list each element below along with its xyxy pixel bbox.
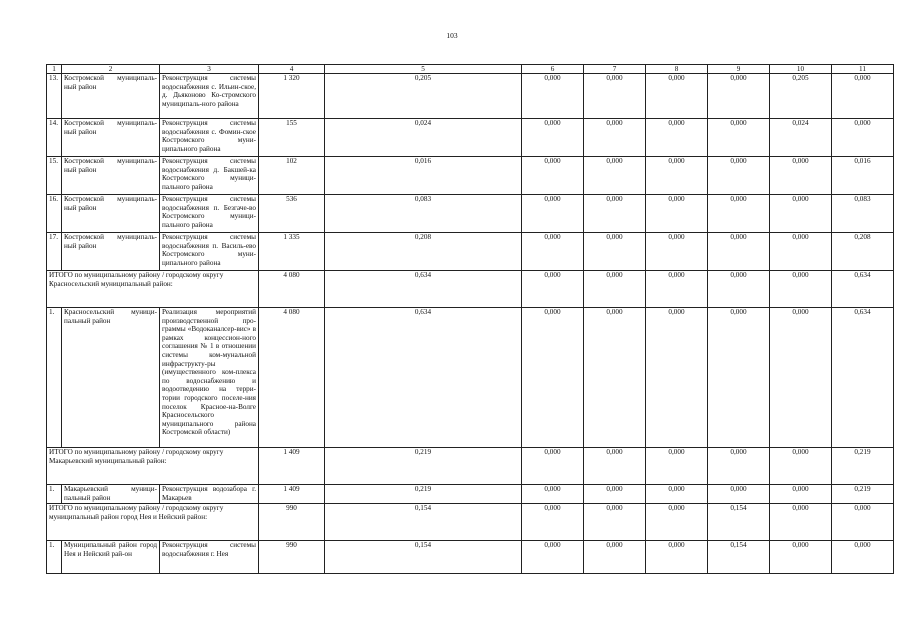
work-description: Реконструкция системы водоснабжения с. Фомин-ское Костромского муни-ципального района: [160, 119, 259, 157]
page-number: 103: [446, 31, 458, 40]
value-cell: 0,000: [646, 119, 708, 157]
value-cell: 0,000: [584, 157, 646, 195]
value-cell: 0,000: [646, 195, 708, 233]
value-cell: 0,000: [646, 448, 708, 485]
total-row: [47, 271, 894, 308]
row-number: 1.: [47, 308, 62, 448]
table-row: [47, 485, 894, 504]
value-cell: 0,000: [708, 485, 770, 504]
value-cell: 0,205: [770, 74, 832, 119]
header-cell: 2: [62, 65, 160, 74]
district-cell: Красносельский муници-пальный район: [62, 308, 160, 448]
value-cell: 1 409: [259, 448, 325, 485]
district-cell: Костромской муниципаль-ный район: [62, 119, 160, 157]
district-cell: Костромской муниципаль-ный район: [62, 157, 160, 195]
total-label: ИТОГО по муниципальному району / городскому округу муниципальный район город Нея и Нейский район:: [47, 504, 259, 541]
header-cell: 4: [259, 65, 325, 74]
header-cell: 1: [47, 65, 62, 74]
work-description: Реализация мероприятий производственной про-граммы «Водоканалсер-вис» в рамках концессион-ного соглашения № 1 в отношении системы ком-мунальной инфраструкту-ры (имущественного ком-плекса по водоснабжению и водоотведению на терри-тории городского поселе-ния поселок Красное-на-Волге Красносельского муниципального района Костромской области): [160, 308, 259, 448]
value-cell: 0,000: [832, 74, 894, 119]
value-cell: 0,000: [770, 485, 832, 504]
value-cell: 0,000: [584, 504, 646, 541]
value-cell: 0,000: [522, 271, 584, 308]
work-description: Реконструкция системы водоснабжения г. Нея: [160, 541, 259, 574]
header-cell: 6: [522, 65, 584, 74]
value-cell: 0,000: [708, 448, 770, 485]
value-cell: 0,000: [770, 504, 832, 541]
value-cell: 0,154: [708, 504, 770, 541]
district-cell: Костромской муниципаль-ный район: [62, 233, 160, 271]
value-cell: 0,000: [708, 157, 770, 195]
value-cell: 0,154: [708, 541, 770, 574]
work-description: Реконструкция системы водоснабжения п. Василь-ево Костромского муни-ципального района: [160, 233, 259, 271]
value-cell: 0,634: [325, 308, 522, 448]
value-cell: 0,000: [646, 74, 708, 119]
value-cell: 0,000: [522, 233, 584, 271]
value-cell: 1 335: [259, 233, 325, 271]
district-cell: Макарьевский муници-пальный район: [62, 485, 160, 504]
district-cell: Муниципальный район город Нея и Нейский рай-он: [62, 541, 160, 574]
row-number: 13.: [47, 74, 62, 119]
total-row: [47, 504, 894, 541]
value-cell: 0,000: [522, 157, 584, 195]
table-body: [47, 74, 894, 574]
header-cell: 5: [325, 65, 522, 74]
value-cell: 0,000: [522, 308, 584, 448]
value-cell: 0,219: [832, 448, 894, 485]
value-cell: 0,000: [646, 485, 708, 504]
district-cell: Костромской муниципаль-ный район: [62, 195, 160, 233]
value-cell: 0,000: [584, 195, 646, 233]
value-cell: 0,000: [584, 448, 646, 485]
value-cell: 0,000: [522, 195, 584, 233]
table-row: [47, 308, 894, 448]
value-cell: 4 080: [259, 271, 325, 308]
table-row: [47, 195, 894, 233]
value-cell: 0,000: [646, 308, 708, 448]
value-cell: 990: [259, 541, 325, 574]
value-cell: 0,000: [770, 541, 832, 574]
value-cell: 0,083: [325, 195, 522, 233]
value-cell: 0,208: [832, 233, 894, 271]
value-cell: 0,000: [522, 74, 584, 119]
value-cell: 0,000: [770, 271, 832, 308]
value-cell: 0,219: [325, 485, 522, 504]
value-cell: 0,000: [646, 541, 708, 574]
value-cell: 536: [259, 195, 325, 233]
row-number: 14.: [47, 119, 62, 157]
value-cell: 1 320: [259, 74, 325, 119]
value-cell: 0,000: [522, 119, 584, 157]
header-cell: 11: [832, 65, 894, 74]
header-cell: 10: [770, 65, 832, 74]
value-cell: 990: [259, 504, 325, 541]
value-cell: 0,000: [646, 271, 708, 308]
value-cell: 1 409: [259, 485, 325, 504]
value-cell: 0,000: [832, 119, 894, 157]
value-cell: 155: [259, 119, 325, 157]
value-cell: 0,000: [584, 541, 646, 574]
value-cell: 0,000: [708, 271, 770, 308]
value-cell: 0,000: [770, 157, 832, 195]
value-cell: 0,000: [584, 233, 646, 271]
row-number: 15.: [47, 157, 62, 195]
value-cell: 0,000: [770, 233, 832, 271]
value-cell: 0,000: [832, 504, 894, 541]
value-cell: 0,000: [708, 74, 770, 119]
total-label: ИТОГО по муниципальному району / городскому округу Макарьевский муниципальный район:: [47, 448, 259, 485]
document-table: [46, 64, 894, 574]
value-cell: 0,000: [646, 157, 708, 195]
table-row: [47, 233, 894, 271]
value-cell: 0,634: [832, 271, 894, 308]
value-cell: 0,219: [832, 485, 894, 504]
value-cell: 0,154: [325, 504, 522, 541]
value-cell: 0,634: [325, 271, 522, 308]
value-cell: 0,000: [522, 504, 584, 541]
value-cell: 0,208: [325, 233, 522, 271]
header-cell: 9: [708, 65, 770, 74]
work-description: Реконструкция системы водоснабжения п. Безгаче-во Костромского муници-пального района: [160, 195, 259, 233]
value-cell: 0,000: [708, 119, 770, 157]
value-cell: 0,000: [770, 448, 832, 485]
total-row: [47, 448, 894, 485]
value-cell: 0,083: [832, 195, 894, 233]
value-cell: 0,000: [522, 448, 584, 485]
value-cell: 0,000: [708, 195, 770, 233]
value-cell: 0,016: [325, 157, 522, 195]
header-cell: 8: [646, 65, 708, 74]
value-cell: 0,000: [522, 541, 584, 574]
value-cell: 0,000: [584, 271, 646, 308]
value-cell: 4 080: [259, 308, 325, 448]
value-cell: 0,024: [770, 119, 832, 157]
value-cell: 0,000: [708, 308, 770, 448]
row-number: 1.: [47, 541, 62, 574]
table-row: [47, 74, 894, 119]
row-number: 1.: [47, 485, 62, 504]
value-cell: 0,000: [584, 119, 646, 157]
value-cell: 0,016: [832, 157, 894, 195]
value-cell: 0,634: [832, 308, 894, 448]
header-cell: 3: [160, 65, 259, 74]
header-cell: 7: [584, 65, 646, 74]
total-label: ИТОГО по муниципальному району / городскому округу Красносельский муниципальный район:: [47, 271, 259, 308]
row-number: 17.: [47, 233, 62, 271]
value-cell: 0,000: [646, 504, 708, 541]
value-cell: 0,000: [584, 485, 646, 504]
value-cell: 0,000: [584, 74, 646, 119]
value-cell: 0,000: [770, 308, 832, 448]
value-cell: 0,000: [646, 233, 708, 271]
value-cell: 0,000: [584, 308, 646, 448]
table-row: [47, 541, 894, 574]
value-cell: 0,024: [325, 119, 522, 157]
table-row: [47, 157, 894, 195]
row-number: 16.: [47, 195, 62, 233]
value-cell: 0,000: [832, 541, 894, 574]
value-cell: 0,000: [522, 485, 584, 504]
value-cell: 0,000: [708, 233, 770, 271]
value-cell: 0,205: [325, 74, 522, 119]
value-cell: 102: [259, 157, 325, 195]
value-cell: 0,000: [770, 195, 832, 233]
work-description: Реконструкция системы водоснабжения с. Ильин-ское, д. Дьяконово Ко-стромского муниципаль-ного района: [160, 74, 259, 119]
work-description: Реконструкция системы водоснабжения д. Бакшей-ка Костромского муници-пального района: [160, 157, 259, 195]
value-cell: 0,219: [325, 448, 522, 485]
header-row: [47, 65, 894, 74]
work-description: Реконструкция водозабора г. Макарьев: [160, 485, 259, 504]
district-cell: Костромской муниципаль-ный район: [62, 74, 160, 119]
value-cell: 0,154: [325, 541, 522, 574]
table-row: [47, 119, 894, 157]
